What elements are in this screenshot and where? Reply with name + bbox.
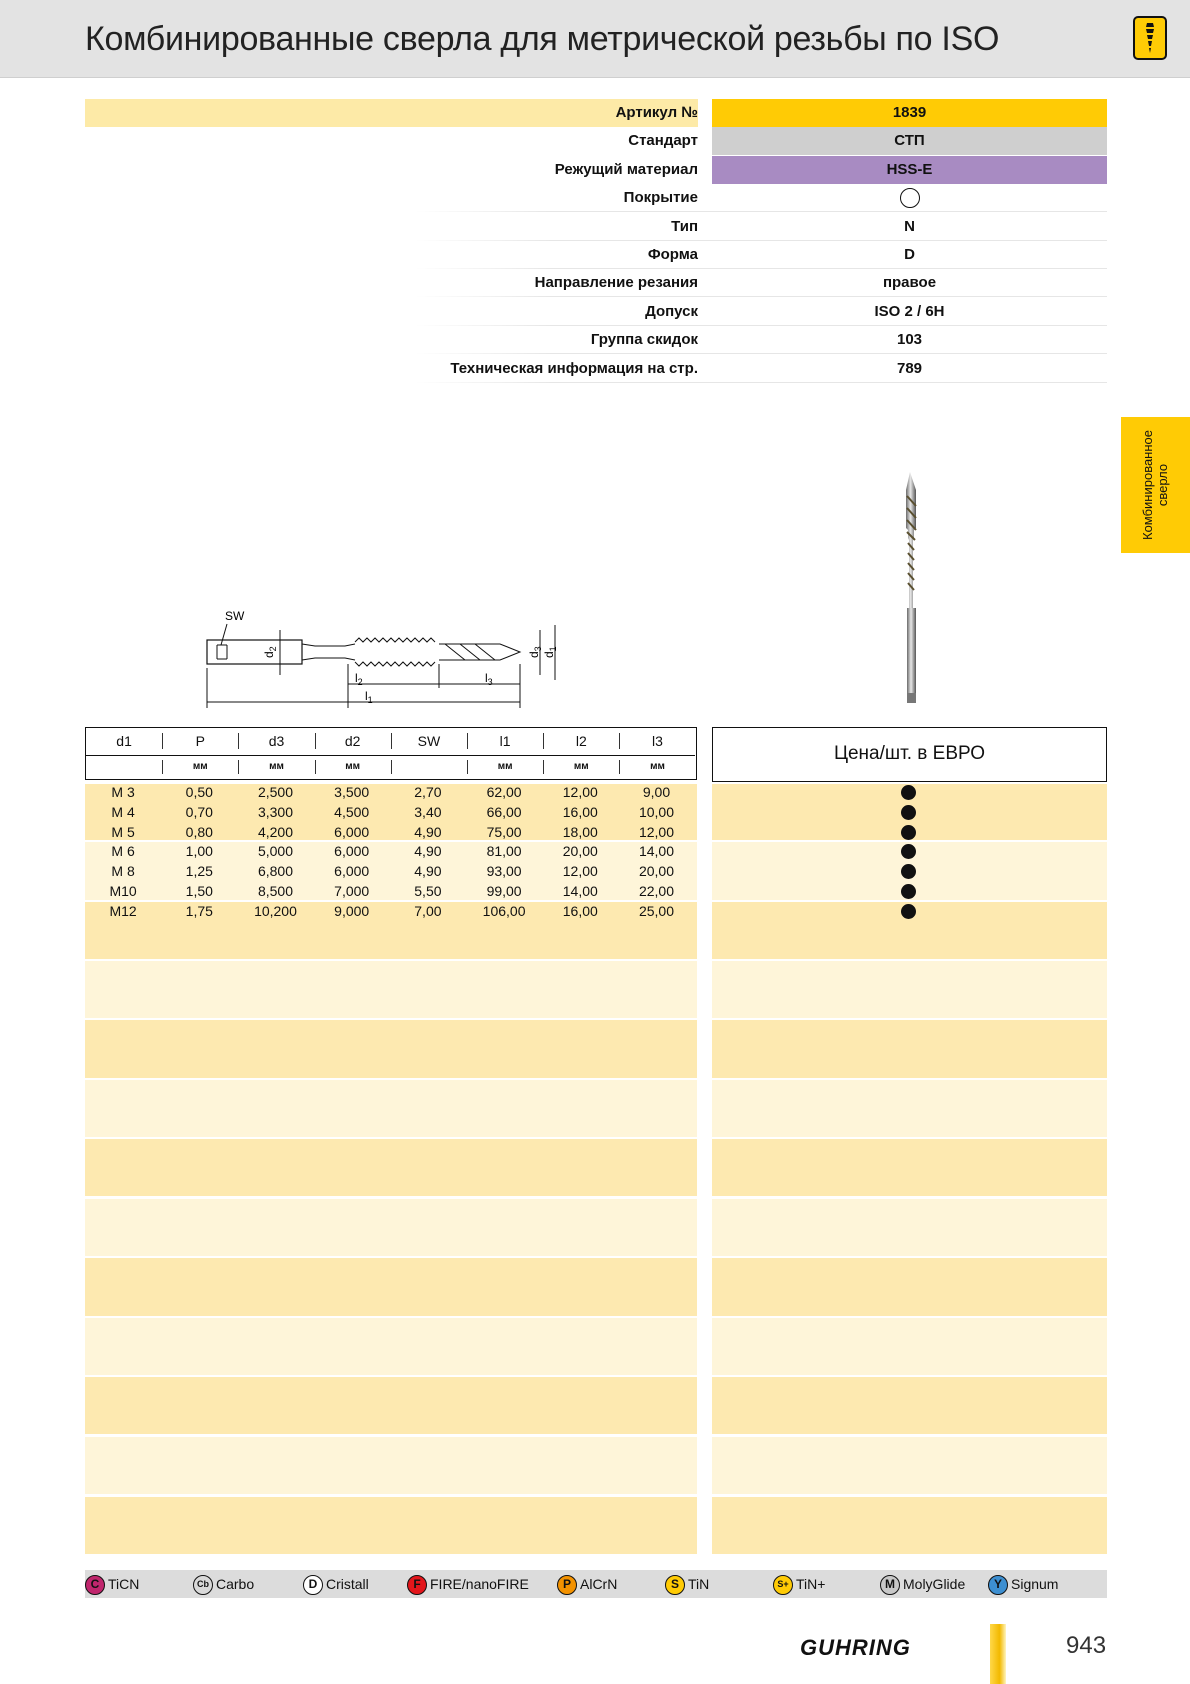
svg-text:d2: $d_2$	[262, 646, 278, 658]
table-cell: 16,00	[562, 803, 598, 820]
spec-row	[85, 127, 1107, 155]
spec-row	[85, 184, 1107, 212]
coating-badge-icon: P	[557, 1575, 577, 1595]
table-cell: M10	[109, 883, 137, 899]
table-cell: 18,00	[562, 823, 598, 840]
table-cell: 16,00	[562, 902, 598, 919]
table-cell: 10,200	[254, 902, 297, 919]
spec-label: Направление резания	[534, 274, 698, 292]
table-cell: 106,00	[482, 902, 526, 919]
table-band	[85, 1318, 697, 1375]
table-band	[712, 1318, 1107, 1375]
spec-label: Покрытие	[623, 189, 698, 207]
table-cell: 25,00	[638, 902, 674, 919]
table-cell: M 5	[111, 823, 135, 840]
data-table-header	[85, 727, 697, 780]
availability-dot-icon	[901, 904, 916, 919]
column-unit-1: мм	[192, 761, 208, 772]
legend-item	[557, 1574, 617, 1594]
table-band	[712, 1020, 1107, 1078]
spec-label: Тип	[671, 217, 698, 235]
spec-label: Группа скидок	[590, 331, 698, 349]
page-title: Комбинированные сверла для метрической резьбы по ISO	[85, 20, 1000, 58]
table-cell: 8,500	[257, 883, 293, 899]
coating-badge-icon: D	[303, 1575, 323, 1595]
table-cell: M 3	[111, 784, 135, 800]
legend-label: Signum	[1011, 1576, 1059, 1592]
legend-label: Carbo	[216, 1576, 255, 1592]
brand-logo: GUHRING	[800, 1635, 911, 1660]
svg-text:l2: $l_2$	[355, 671, 363, 687]
table-band	[712, 1080, 1107, 1137]
table-cell: 7,000	[334, 883, 370, 899]
column-unit-6: мм	[573, 761, 589, 772]
column-header-6: l2	[575, 733, 587, 749]
side-tab-label: Комбинированное сверло	[1140, 429, 1170, 541]
table-cell: 6,000	[334, 863, 370, 880]
table-band	[712, 961, 1107, 1018]
table-band	[85, 1199, 697, 1256]
spec-row	[85, 99, 1107, 127]
table-band	[85, 1437, 697, 1494]
table-cell: 12,00	[562, 784, 598, 800]
legend-item	[193, 1574, 254, 1594]
spec-value	[712, 184, 1107, 212]
coating-badge-icon: Y	[988, 1575, 1008, 1595]
availability-dot-icon	[901, 805, 916, 820]
spec-value: 1839	[712, 99, 1107, 127]
spec-row	[85, 355, 1107, 383]
table-cell: 0,50	[185, 784, 213, 800]
spec-value: N	[904, 217, 915, 235]
table-band	[85, 1377, 697, 1434]
legend-label: TiN	[688, 1576, 710, 1592]
spec-row	[85, 269, 1107, 297]
spec-row	[85, 241, 1107, 269]
legend-item	[85, 1574, 139, 1594]
table-cell: 3,300	[257, 803, 293, 820]
table-band	[712, 1258, 1107, 1316]
technical-drawing	[195, 600, 585, 715]
spec-row	[85, 298, 1107, 326]
table-cell: 5,50	[414, 883, 442, 899]
table-band	[712, 1377, 1107, 1434]
availability-dot-icon	[901, 884, 916, 899]
table-band	[85, 1497, 697, 1554]
table-cell: 7,00	[414, 902, 442, 919]
table-band	[85, 1139, 697, 1196]
spec-label: Техническая информация на стр.	[450, 359, 698, 377]
coating-legend	[85, 1570, 1107, 1598]
table-cell: 1,75	[185, 902, 213, 919]
table-cell: 9,000	[334, 902, 370, 919]
table-cell: 22,00	[638, 883, 674, 899]
table-cell: 14,00	[638, 843, 674, 860]
legend-label: TiCN	[108, 1576, 140, 1592]
column-header-0: d1	[116, 733, 132, 749]
spec-row	[85, 156, 1107, 184]
legend-label: TiN+	[796, 1576, 826, 1592]
table-band	[712, 1497, 1107, 1554]
legend-item	[988, 1574, 1058, 1594]
table-cell: 5,000	[257, 843, 293, 860]
column-header-2: d3	[268, 733, 285, 749]
column-unit-7: мм	[650, 761, 665, 772]
spec-row	[85, 213, 1107, 241]
coating-badge-icon: Cb	[193, 1575, 213, 1595]
table-cell: 75,00	[486, 823, 522, 840]
availability-dot-icon	[901, 825, 916, 840]
coating-badge-icon: S+	[773, 1575, 793, 1595]
coating-badge-icon: F	[407, 1575, 427, 1595]
coating-none-icon	[900, 188, 920, 208]
table-cell: 9,00	[642, 784, 671, 800]
table-cell: 12,00	[638, 823, 674, 840]
product-photo	[880, 468, 940, 718]
column-header-3: d2	[344, 733, 361, 749]
column-unit-4	[391, 757, 467, 777]
table-cell: M 6	[111, 843, 135, 860]
column-unit-2: мм	[269, 761, 284, 772]
table-band	[85, 1258, 697, 1316]
price-header: Цена/шт. в ЕВРО	[712, 727, 1107, 782]
table-cell: 93,00	[486, 863, 522, 880]
table-cell: 0,70	[185, 803, 213, 820]
column-unit-3: мм	[345, 761, 361, 772]
category-side-tab[interactable]	[1121, 417, 1190, 553]
table-band	[712, 1139, 1107, 1196]
table-cell: 4,90	[414, 863, 442, 880]
table-cell: 3,500	[334, 784, 370, 800]
spec-value: правое	[882, 274, 937, 292]
legend-item	[665, 1574, 709, 1594]
table-cell: 66,00	[486, 803, 522, 820]
table-cell: 4,200	[257, 823, 293, 840]
table-cell: 4,90	[414, 843, 442, 860]
availability-dot-icon	[901, 785, 916, 800]
table-cell: 0,80	[185, 823, 213, 840]
legend-label: MolyGlide	[903, 1576, 966, 1592]
column-unit-0	[86, 757, 162, 777]
table-cell: 3,40	[414, 803, 442, 820]
table-cell: 6,800	[257, 863, 293, 880]
column-header-4: SW	[417, 733, 441, 749]
column-unit-5: мм	[497, 761, 513, 772]
spec-value: HSS-E	[712, 156, 1107, 184]
page-number: 943	[1066, 1632, 1107, 1659]
column-header-1: P	[195, 733, 205, 749]
legend-item	[303, 1574, 369, 1594]
table-cell: 81,00	[486, 843, 522, 860]
spec-label: Допуск	[645, 302, 698, 320]
table-cell: M12	[109, 902, 137, 919]
table-cell: 2,70	[414, 784, 442, 800]
table-cell: 62,00	[486, 784, 522, 800]
table-cell: 4,500	[334, 803, 370, 820]
table-cell: 20,00	[562, 843, 598, 860]
table-cell: 1,25	[185, 863, 213, 880]
legend-label: Cristall	[326, 1576, 369, 1592]
table-cell: M 8	[111, 863, 135, 880]
footer-accent-bar	[990, 1624, 1006, 1684]
spec-label: Форма	[647, 246, 698, 263]
spec-label: Стандарт	[628, 132, 698, 150]
spec-label: Артикул №	[85, 99, 698, 127]
table-band	[85, 1020, 697, 1078]
table-cell: 1,50	[185, 883, 213, 899]
legend-label: AlCrN	[580, 1576, 618, 1592]
column-header-5: l1	[499, 733, 511, 749]
table-cell: 12,00	[562, 863, 598, 880]
page-header	[0, 0, 1190, 78]
spec-value: 103	[896, 331, 923, 349]
spec-label: Режущий материал	[554, 160, 698, 178]
table-band	[85, 961, 697, 1018]
svg-text:l3: $l_3$	[485, 671, 493, 687]
table-cell: 6,000	[334, 823, 370, 840]
table-cell: 4,90	[414, 823, 442, 840]
table-cell: 6,000	[334, 843, 370, 860]
table-cell: 2,500	[257, 784, 293, 800]
legend-item	[880, 1574, 965, 1594]
svg-text:d1: $d_1$	[542, 646, 558, 658]
spec-value: D	[904, 246, 915, 263]
table-cell: M 4	[111, 803, 135, 820]
sw-label: SW	[225, 609, 245, 623]
tap-drill-icon	[1133, 16, 1167, 60]
legend-item	[407, 1574, 529, 1594]
table-band	[712, 1199, 1107, 1256]
spec-value: ISO 2 / 6H	[874, 302, 945, 320]
coating-badge-icon: S	[665, 1575, 685, 1595]
table-cell: 99,00	[486, 883, 522, 899]
spec-value: СТП	[712, 127, 1107, 155]
table-band	[85, 1080, 697, 1137]
table-cell: 10,00	[638, 803, 674, 820]
coating-badge-icon: M	[880, 1575, 900, 1595]
table-cell: 1,00	[185, 843, 213, 860]
column-header-7: l3	[652, 733, 663, 749]
table-cell: 14,00	[562, 883, 598, 899]
legend-item	[773, 1574, 825, 1594]
table-band	[712, 1437, 1107, 1494]
svg-text:l1: $l_1$	[365, 689, 373, 705]
spec-value: 789	[896, 359, 923, 377]
spec-row	[85, 326, 1107, 354]
coating-badge-icon: C	[85, 1575, 105, 1595]
legend-label: FIRE/nanoFIRE	[430, 1576, 529, 1592]
svg-text:d3: $d_3$	[527, 646, 543, 658]
table-cell: 20,00	[638, 863, 674, 880]
